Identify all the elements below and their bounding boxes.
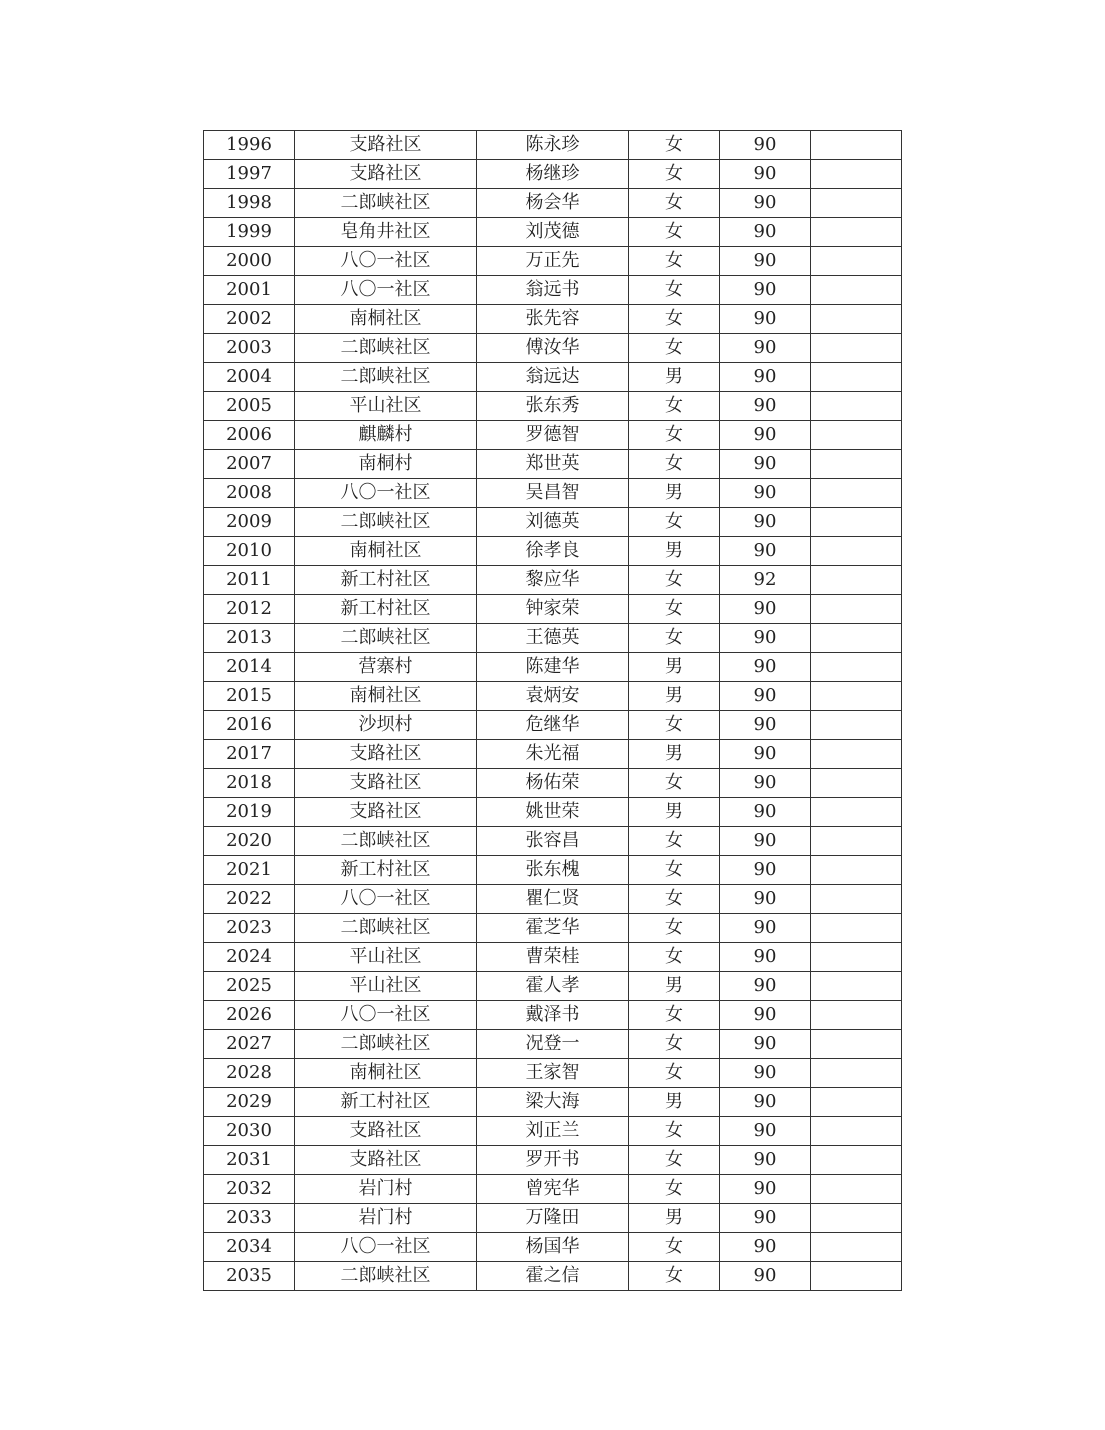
row-number-cell: 2035 — [204, 1262, 295, 1291]
table-row — [204, 1059, 902, 1088]
gender-cell: 男 — [629, 363, 720, 392]
table-row — [204, 1204, 902, 1233]
row-number-cell: 2029 — [204, 1088, 295, 1117]
name-cell: 陈建华 — [477, 653, 629, 682]
name-cell: 罗德智 — [477, 421, 629, 450]
table-row — [204, 740, 902, 769]
name-cell: 曾宪华 — [477, 1175, 629, 1204]
row-number-cell: 2020 — [204, 827, 295, 856]
age-cell: 90 — [720, 450, 811, 479]
note-cell — [811, 537, 902, 566]
name-cell: 杨佑荣 — [477, 769, 629, 798]
row-number-cell: 2010 — [204, 537, 295, 566]
table-row — [204, 276, 902, 305]
age-cell: 90 — [720, 1233, 811, 1262]
note-cell — [811, 189, 902, 218]
table-row — [204, 247, 902, 276]
table-row — [204, 885, 902, 914]
name-cell: 黎应华 — [477, 566, 629, 595]
community-cell: 营寨村 — [295, 653, 477, 682]
community-cell: 二郎峡社区 — [295, 914, 477, 943]
row-number-cell: 2007 — [204, 450, 295, 479]
roster-table-body — [204, 131, 902, 1291]
community-cell: 麒麟村 — [295, 421, 477, 450]
row-number-cell: 2018 — [204, 769, 295, 798]
row-number-cell: 2031 — [204, 1146, 295, 1175]
gender-cell: 女 — [629, 769, 720, 798]
gender-cell: 女 — [629, 943, 720, 972]
gender-cell: 女 — [629, 1233, 720, 1262]
table-row — [204, 914, 902, 943]
age-cell: 90 — [720, 885, 811, 914]
age-cell: 90 — [720, 711, 811, 740]
note-cell — [811, 1146, 902, 1175]
note-cell — [811, 247, 902, 276]
age-cell: 90 — [720, 537, 811, 566]
name-cell: 王德英 — [477, 624, 629, 653]
age-cell: 90 — [720, 131, 811, 160]
note-cell — [811, 682, 902, 711]
community-cell: 二郎峡社区 — [295, 363, 477, 392]
name-cell: 姚世荣 — [477, 798, 629, 827]
row-number-cell: 2023 — [204, 914, 295, 943]
note-cell — [811, 972, 902, 1001]
name-cell: 杨国华 — [477, 1233, 629, 1262]
community-cell: 支路社区 — [295, 798, 477, 827]
note-cell — [811, 363, 902, 392]
table-row — [204, 624, 902, 653]
note-cell — [811, 827, 902, 856]
row-number-cell: 2034 — [204, 1233, 295, 1262]
gender-cell: 女 — [629, 1030, 720, 1059]
community-cell: 二郎峡社区 — [295, 1262, 477, 1291]
row-number-cell: 2024 — [204, 943, 295, 972]
community-cell: 二郎峡社区 — [295, 508, 477, 537]
gender-cell: 女 — [629, 1262, 720, 1291]
community-cell: 支路社区 — [295, 740, 477, 769]
row-number-cell: 2003 — [204, 334, 295, 363]
table-row — [204, 450, 902, 479]
age-cell: 90 — [720, 914, 811, 943]
note-cell — [811, 479, 902, 508]
table-row — [204, 131, 902, 160]
gender-cell: 男 — [629, 740, 720, 769]
community-cell: 南桐村 — [295, 450, 477, 479]
age-cell: 90 — [720, 769, 811, 798]
name-cell: 霍芝华 — [477, 914, 629, 943]
name-cell: 朱光福 — [477, 740, 629, 769]
note-cell — [811, 740, 902, 769]
age-cell: 90 — [720, 479, 811, 508]
age-cell: 90 — [720, 1001, 811, 1030]
community-cell: 支路社区 — [295, 769, 477, 798]
name-cell: 张容昌 — [477, 827, 629, 856]
gender-cell: 女 — [629, 566, 720, 595]
row-number-cell: 2027 — [204, 1030, 295, 1059]
gender-cell: 女 — [629, 1117, 720, 1146]
age-cell: 90 — [720, 334, 811, 363]
row-number-cell: 2026 — [204, 1001, 295, 1030]
row-number-cell: 1999 — [204, 218, 295, 247]
age-cell: 90 — [720, 653, 811, 682]
age-cell: 90 — [720, 682, 811, 711]
gender-cell: 女 — [629, 305, 720, 334]
table-row — [204, 160, 902, 189]
name-cell: 万正先 — [477, 247, 629, 276]
note-cell — [811, 653, 902, 682]
name-cell: 袁炳安 — [477, 682, 629, 711]
name-cell: 杨继珍 — [477, 160, 629, 189]
note-cell — [811, 624, 902, 653]
table-row — [204, 1117, 902, 1146]
note-cell — [811, 943, 902, 972]
gender-cell: 女 — [629, 856, 720, 885]
gender-cell: 女 — [629, 508, 720, 537]
community-cell: 八〇一社区 — [295, 885, 477, 914]
row-number-cell: 2009 — [204, 508, 295, 537]
note-cell — [811, 914, 902, 943]
table-row — [204, 711, 902, 740]
age-cell: 90 — [720, 943, 811, 972]
gender-cell: 女 — [629, 595, 720, 624]
age-cell: 90 — [720, 624, 811, 653]
name-cell: 刘正兰 — [477, 1117, 629, 1146]
table-row — [204, 1233, 902, 1262]
age-cell: 90 — [720, 827, 811, 856]
gender-cell: 女 — [629, 1146, 720, 1175]
age-cell: 90 — [720, 856, 811, 885]
row-number-cell: 2017 — [204, 740, 295, 769]
row-number-cell: 2030 — [204, 1117, 295, 1146]
table-row — [204, 943, 902, 972]
age-cell: 90 — [720, 1117, 811, 1146]
community-cell: 八〇一社区 — [295, 276, 477, 305]
note-cell — [811, 798, 902, 827]
gender-cell: 女 — [629, 1175, 720, 1204]
name-cell: 张东秀 — [477, 392, 629, 421]
name-cell: 翁远达 — [477, 363, 629, 392]
gender-cell: 女 — [629, 914, 720, 943]
name-cell: 钟家荣 — [477, 595, 629, 624]
age-cell: 90 — [720, 160, 811, 189]
age-cell: 90 — [720, 218, 811, 247]
gender-cell: 女 — [629, 189, 720, 218]
community-cell: 八〇一社区 — [295, 479, 477, 508]
community-cell: 二郎峡社区 — [295, 189, 477, 218]
gender-cell: 女 — [629, 1059, 720, 1088]
age-cell: 90 — [720, 508, 811, 537]
name-cell: 吴昌智 — [477, 479, 629, 508]
age-cell: 90 — [720, 189, 811, 218]
row-number-cell: 2000 — [204, 247, 295, 276]
row-number-cell: 2012 — [204, 595, 295, 624]
gender-cell: 女 — [629, 885, 720, 914]
gender-cell: 男 — [629, 682, 720, 711]
community-cell: 岩门村 — [295, 1204, 477, 1233]
note-cell — [811, 1175, 902, 1204]
name-cell: 霍之信 — [477, 1262, 629, 1291]
row-number-cell: 2015 — [204, 682, 295, 711]
row-number-cell: 2021 — [204, 856, 295, 885]
gender-cell: 男 — [629, 537, 720, 566]
gender-cell: 男 — [629, 479, 720, 508]
table-row — [204, 769, 902, 798]
community-cell: 新工村社区 — [295, 1088, 477, 1117]
name-cell: 万隆田 — [477, 1204, 629, 1233]
table-row — [204, 508, 902, 537]
table-row — [204, 189, 902, 218]
community-cell: 支路社区 — [295, 160, 477, 189]
gender-cell: 男 — [629, 972, 720, 1001]
name-cell: 戴泽书 — [477, 1001, 629, 1030]
name-cell: 张先容 — [477, 305, 629, 334]
note-cell — [811, 769, 902, 798]
age-cell: 90 — [720, 1146, 811, 1175]
name-cell: 况登一 — [477, 1030, 629, 1059]
row-number-cell: 1997 — [204, 160, 295, 189]
community-cell: 二郎峡社区 — [295, 1030, 477, 1059]
name-cell: 傅汝华 — [477, 334, 629, 363]
age-cell: 90 — [720, 305, 811, 334]
table-row — [204, 392, 902, 421]
community-cell: 八〇一社区 — [295, 1233, 477, 1262]
table-row — [204, 798, 902, 827]
table-row — [204, 682, 902, 711]
row-number-cell: 2002 — [204, 305, 295, 334]
row-number-cell: 2011 — [204, 566, 295, 595]
gender-cell: 女 — [629, 276, 720, 305]
gender-cell: 女 — [629, 334, 720, 363]
age-cell: 90 — [720, 740, 811, 769]
row-number-cell: 2022 — [204, 885, 295, 914]
name-cell: 陈永珍 — [477, 131, 629, 160]
row-number-cell: 2001 — [204, 276, 295, 305]
community-cell: 新工村社区 — [295, 595, 477, 624]
community-cell: 沙坝村 — [295, 711, 477, 740]
note-cell — [811, 1233, 902, 1262]
note-cell — [811, 218, 902, 247]
table-row — [204, 479, 902, 508]
gender-cell: 男 — [629, 798, 720, 827]
name-cell: 霍人孝 — [477, 972, 629, 1001]
name-cell: 王家智 — [477, 1059, 629, 1088]
note-cell — [811, 856, 902, 885]
table-row — [204, 1175, 902, 1204]
table-row — [204, 1146, 902, 1175]
community-cell: 新工村社区 — [295, 566, 477, 595]
table-row — [204, 421, 902, 450]
row-number-cell: 2033 — [204, 1204, 295, 1233]
community-cell: 平山社区 — [295, 392, 477, 421]
note-cell — [811, 711, 902, 740]
gender-cell: 女 — [629, 711, 720, 740]
community-cell: 南桐社区 — [295, 682, 477, 711]
age-cell: 90 — [720, 1030, 811, 1059]
community-cell: 支路社区 — [295, 1146, 477, 1175]
gender-cell: 女 — [629, 247, 720, 276]
gender-cell: 男 — [629, 1204, 720, 1233]
row-number-cell: 2013 — [204, 624, 295, 653]
community-cell: 南桐社区 — [295, 537, 477, 566]
note-cell — [811, 276, 902, 305]
table-row — [204, 1262, 902, 1291]
row-number-cell: 2014 — [204, 653, 295, 682]
name-cell: 曹荣桂 — [477, 943, 629, 972]
note-cell — [811, 334, 902, 363]
name-cell: 徐孝良 — [477, 537, 629, 566]
note-cell — [811, 1117, 902, 1146]
name-cell: 瞿仁贤 — [477, 885, 629, 914]
gender-cell: 女 — [629, 160, 720, 189]
gender-cell: 女 — [629, 450, 720, 479]
note-cell — [811, 450, 902, 479]
table-row — [204, 1001, 902, 1030]
community-cell: 支路社区 — [295, 131, 477, 160]
table-row — [204, 972, 902, 1001]
row-number-cell: 2019 — [204, 798, 295, 827]
gender-cell: 女 — [629, 421, 720, 450]
gender-cell: 女 — [629, 131, 720, 160]
name-cell: 梁大海 — [477, 1088, 629, 1117]
community-cell: 平山社区 — [295, 943, 477, 972]
gender-cell: 女 — [629, 827, 720, 856]
gender-cell: 女 — [629, 1001, 720, 1030]
table-row — [204, 653, 902, 682]
age-cell: 90 — [720, 798, 811, 827]
age-cell: 90 — [720, 1175, 811, 1204]
note-cell — [811, 508, 902, 537]
table-row — [204, 334, 902, 363]
row-number-cell: 2025 — [204, 972, 295, 1001]
table-row — [204, 1088, 902, 1117]
age-cell: 90 — [720, 247, 811, 276]
age-cell: 90 — [720, 1088, 811, 1117]
table-row — [204, 595, 902, 624]
age-cell: 90 — [720, 1262, 811, 1291]
table-row — [204, 305, 902, 334]
note-cell — [811, 392, 902, 421]
age-cell: 90 — [720, 276, 811, 305]
note-cell — [811, 1001, 902, 1030]
row-number-cell: 2005 — [204, 392, 295, 421]
community-cell: 岩门村 — [295, 1175, 477, 1204]
community-cell: 二郎峡社区 — [295, 334, 477, 363]
community-cell: 皂角井社区 — [295, 218, 477, 247]
name-cell: 危继华 — [477, 711, 629, 740]
note-cell — [811, 1059, 902, 1088]
age-cell: 92 — [720, 566, 811, 595]
note-cell — [811, 421, 902, 450]
row-number-cell: 1996 — [204, 131, 295, 160]
note-cell — [811, 566, 902, 595]
note-cell — [811, 1204, 902, 1233]
note-cell — [811, 885, 902, 914]
note-cell — [811, 1262, 902, 1291]
table-row — [204, 1030, 902, 1059]
community-cell: 二郎峡社区 — [295, 624, 477, 653]
table-row — [204, 537, 902, 566]
age-cell: 90 — [720, 1059, 811, 1088]
name-cell: 刘茂德 — [477, 218, 629, 247]
name-cell: 杨会华 — [477, 189, 629, 218]
community-cell: 八〇一社区 — [295, 247, 477, 276]
gender-cell: 女 — [629, 218, 720, 247]
name-cell: 翁远书 — [477, 276, 629, 305]
row-number-cell: 1998 — [204, 189, 295, 218]
age-cell: 90 — [720, 972, 811, 1001]
community-cell: 八〇一社区 — [295, 1001, 477, 1030]
community-cell: 南桐社区 — [295, 1059, 477, 1088]
row-number-cell: 2006 — [204, 421, 295, 450]
table-row — [204, 566, 902, 595]
row-number-cell: 2028 — [204, 1059, 295, 1088]
age-cell: 90 — [720, 392, 811, 421]
community-cell: 新工村社区 — [295, 856, 477, 885]
name-cell: 刘德英 — [477, 508, 629, 537]
age-cell: 90 — [720, 363, 811, 392]
community-cell: 南桐社区 — [295, 305, 477, 334]
note-cell — [811, 305, 902, 334]
row-number-cell: 2004 — [204, 363, 295, 392]
table-row — [204, 856, 902, 885]
age-cell: 90 — [720, 421, 811, 450]
community-cell: 平山社区 — [295, 972, 477, 1001]
age-cell: 90 — [720, 1204, 811, 1233]
note-cell — [811, 160, 902, 189]
gender-cell: 男 — [629, 1088, 720, 1117]
gender-cell: 女 — [629, 624, 720, 653]
roster-table — [203, 130, 902, 1291]
note-cell — [811, 1088, 902, 1117]
row-number-cell: 2008 — [204, 479, 295, 508]
community-cell: 二郎峡社区 — [295, 827, 477, 856]
table-row — [204, 363, 902, 392]
note-cell — [811, 595, 902, 624]
row-number-cell: 2032 — [204, 1175, 295, 1204]
note-cell — [811, 131, 902, 160]
note-cell — [811, 1030, 902, 1059]
table-row — [204, 218, 902, 247]
name-cell: 罗开书 — [477, 1146, 629, 1175]
name-cell: 郑世英 — [477, 450, 629, 479]
name-cell: 张东槐 — [477, 856, 629, 885]
age-cell: 90 — [720, 595, 811, 624]
table-row — [204, 827, 902, 856]
gender-cell: 男 — [629, 653, 720, 682]
gender-cell: 女 — [629, 392, 720, 421]
community-cell: 支路社区 — [295, 1117, 477, 1146]
row-number-cell: 2016 — [204, 711, 295, 740]
